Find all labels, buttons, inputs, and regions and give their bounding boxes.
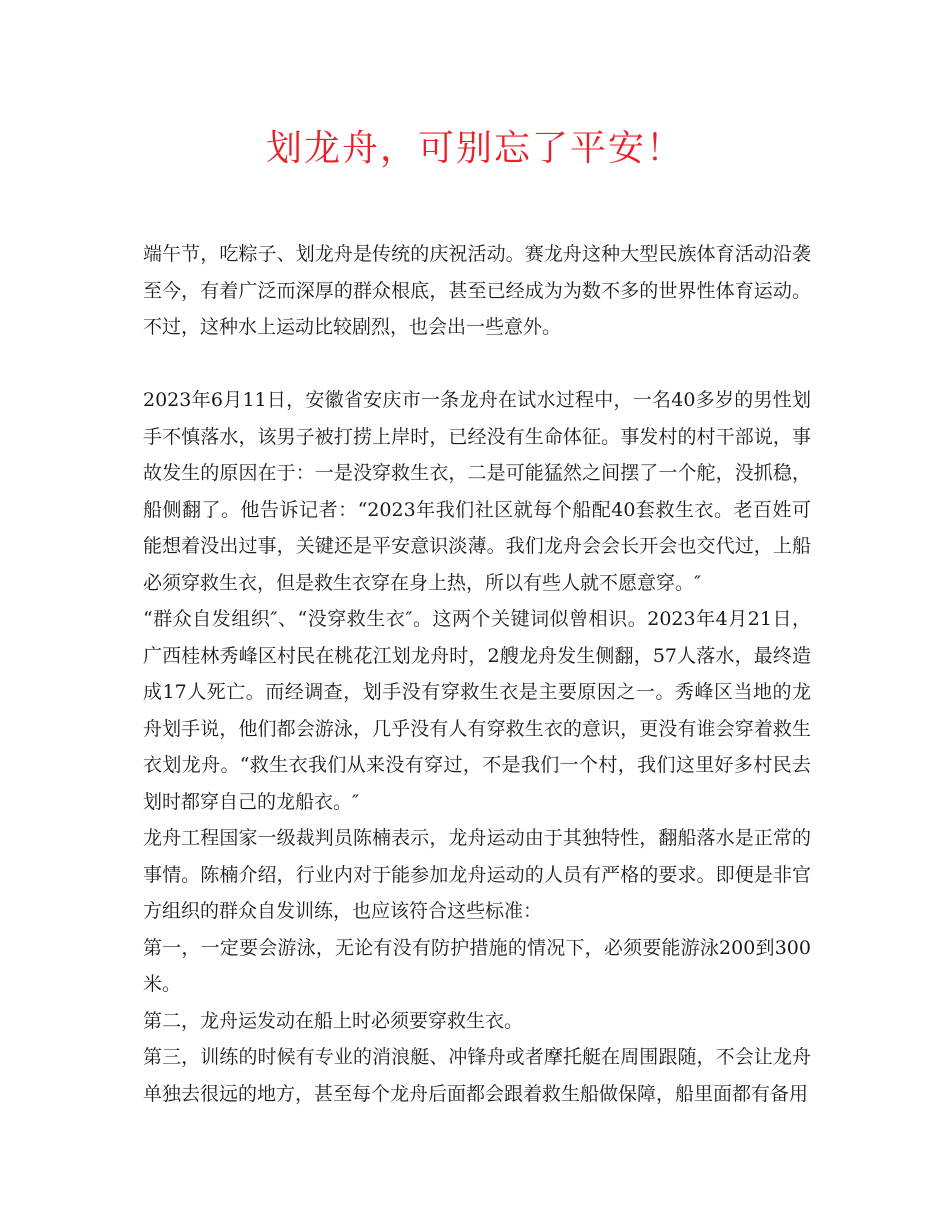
paragraph-intro: 端午节，吃粽子、划龙舟是传统的庆祝活动。赛龙舟这种大型民族体育活动沿袭至今，有着广泛而深厚的群众根底，甚至已经成为为数不多的世界性体育运动。不过，这种水上运动比较剧烈，也会出一些意外。	[143, 243, 811, 338]
paragraph-rule-three: 第三，训练的时候有专业的消浪艇、冲锋舟或者摩托艇在周围跟随，不会让龙舟单独去很远的地方，甚至每个龙舟后面都会跟着救生船做保障，船里面都有备用	[143, 1046, 811, 1105]
paragraph-anqing-incident: 2023年6月11日，安徽省安庆市一条龙舟在试水过程中，一名40多岁的男性划手不慎落水，该男子被打捞上岸时，已经没有生命体征。事发村的村干部说，事故发生的原因在于：一是没穿救生衣，二是可能猛然之间摆了一个舵，没抓稳，船侧翻了。他告诉记者：“2023年我们社区就每个船配40套救生衣。老百姓可能想着没出过事，关键还是平安意识淡薄。我们龙舟会会长开会也交代过，上船必须穿救生衣，但是救生衣穿在身上热，所以有些人就不愿意穿。″	[143, 389, 811, 594]
paragraph-rule-one: 第一，一定要会游泳，无论有没有防护措施的情况下，必须要能游泳200到300米。	[143, 936, 811, 995]
paragraph-guilin-incident: “群众自发组织″、“没穿救生衣″。这两个关键词似曾相识。2023年4月21日，广西桂林秀峰区村民在桃花江划龙舟时，2艘龙舟发生侧翻，57人落水，最终造成17人死亡。而经调查，划手没有穿救生衣是主要原因之一。秀峰区当地的龙舟划手说，他们都会游泳，几乎没有人有穿救生衣的意识，更没有谁会穿着救生衣划龙舟。“救生衣我们从来没有穿过，不是我们一个村，我们这里好多村民去划时都穿自己的龙船衣。″	[143, 608, 811, 813]
paragraph-spacer	[143, 346, 811, 383]
document-body	[143, 236, 811, 1112]
paragraph-rule-two: 第二，龙舟运发动在船上时必须要穿救生衣。	[143, 1009, 524, 1032]
paragraph-referee-statement: 龙舟工程国家一级裁判员陈楠表示，龙舟运动由于其独特性，翻船落水是正常的事情。陈楠介绍，行业内对于能参加龙舟运动的人员有严格的要求。即便是非官方组织的群众自发训练，也应该符合这些标准：	[143, 827, 811, 922]
document-title: 划龙舟，可别忘了平安！	[265, 128, 684, 169]
